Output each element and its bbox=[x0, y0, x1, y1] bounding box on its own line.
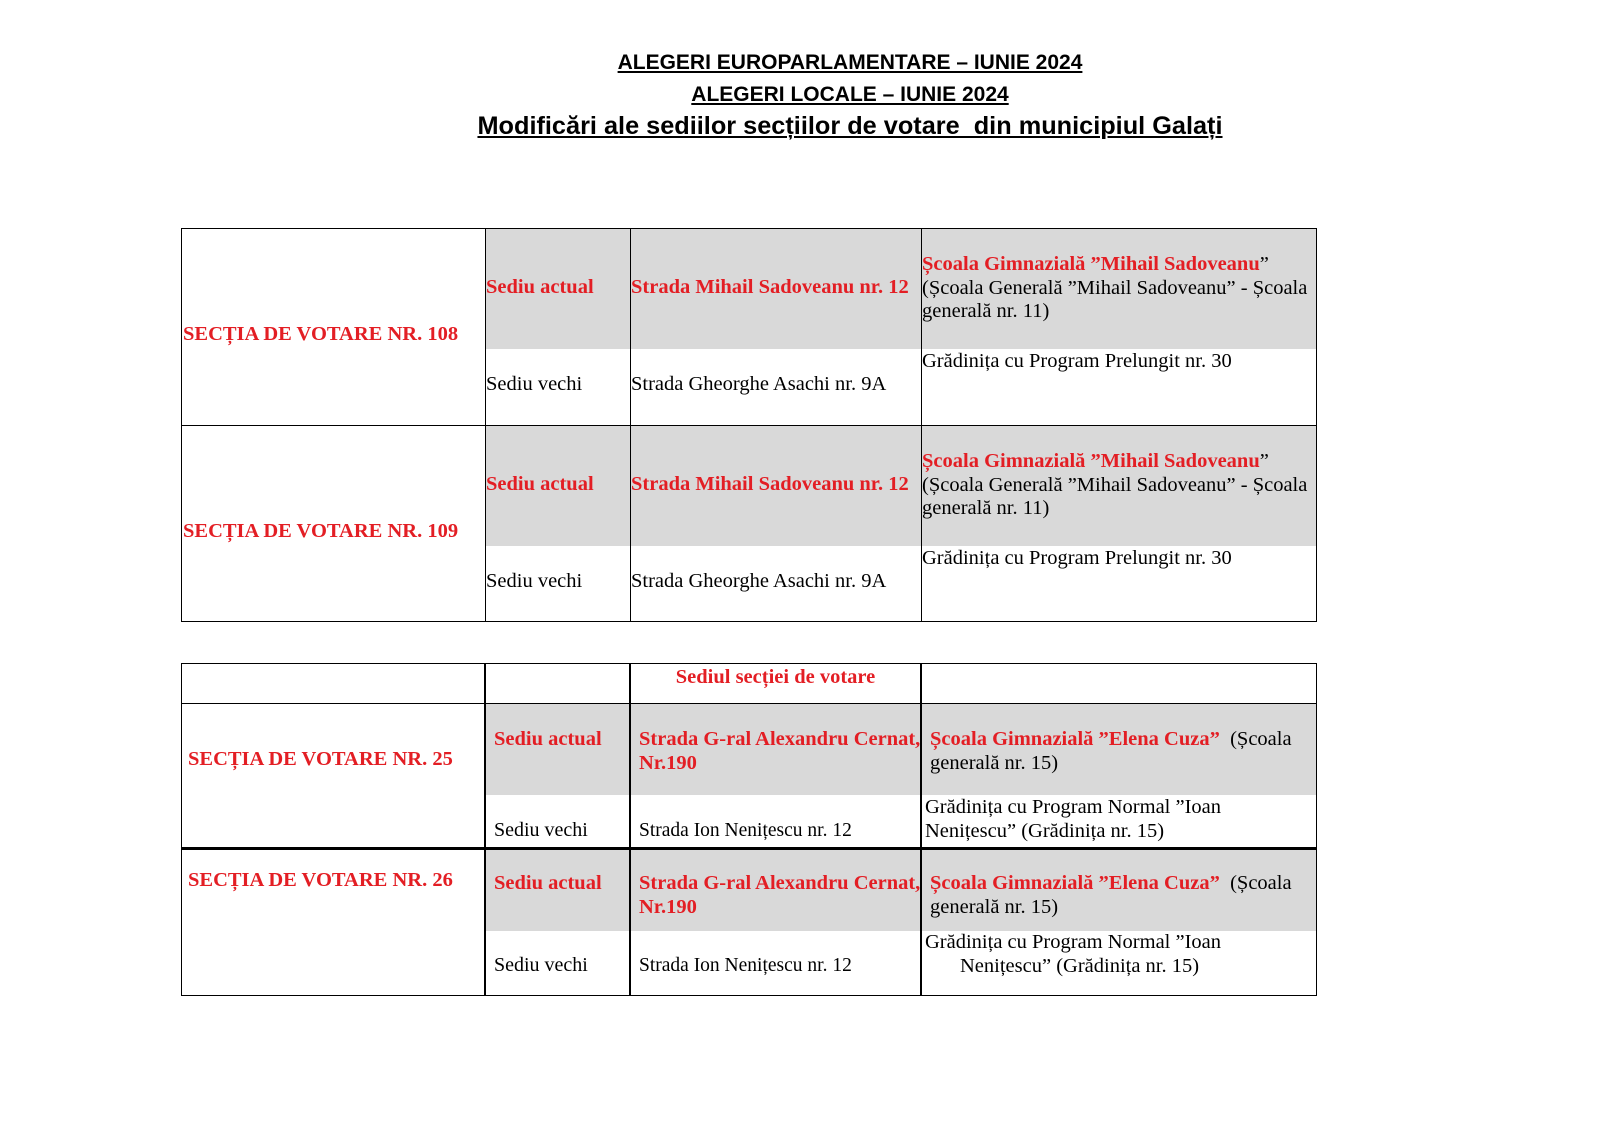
institution-line: Grădinița cu Program Normal ”Ioan bbox=[925, 931, 1222, 953]
column-header-location: Sediul secției de votare bbox=[675, 666, 876, 688]
institution-name: Școala Gimnazială ”Elena Cuza” bbox=[930, 728, 1220, 750]
current-institution bbox=[930, 728, 1292, 775]
heading-eu-elections: ALEGERI EUROPARLAMENTARE – IUNIE 2024 bbox=[617, 51, 1083, 74]
address-line: Strada G-ral Alexandru Cernat, bbox=[639, 728, 921, 750]
institution-note: (Școala bbox=[1219, 728, 1292, 750]
polling-stations-table-1 bbox=[181, 228, 1317, 622]
institution-name-suffix: ” bbox=[1259, 450, 1269, 472]
column-divider bbox=[629, 663, 631, 996]
header-divider bbox=[181, 703, 1317, 705]
polling-station-name: SECȚIA DE VOTARE NR. 108 bbox=[183, 323, 459, 345]
institution-note: generală nr. 15) bbox=[930, 895, 1059, 918]
old-institution bbox=[925, 931, 1221, 978]
section-divider bbox=[181, 847, 1317, 850]
institution-note: generală nr. 15) bbox=[930, 751, 1059, 774]
current-address: Strada Mihail Sadoveanu nr. 12 bbox=[631, 276, 909, 298]
current-location-label: Sediu actual bbox=[486, 276, 594, 298]
institution-title-line bbox=[930, 728, 1292, 752]
polling-station-name: SECȚIA DE VOTARE NR. 109 bbox=[183, 520, 459, 542]
column-divider bbox=[920, 663, 922, 996]
institution-title-line bbox=[930, 872, 1292, 896]
institution-title-line bbox=[922, 253, 1307, 277]
old-institution bbox=[925, 796, 1221, 843]
heading-local-elections: ALEGERI LOCALE – IUNIE 2024 bbox=[691, 83, 1009, 106]
current-address bbox=[639, 872, 920, 919]
institution-note: (Școala Generală ”Mihail Sadoveanu” - Școala bbox=[922, 276, 1308, 299]
current-institution bbox=[922, 450, 1307, 521]
old-institution: Grădinița cu Program Prelungit nr. 30 bbox=[922, 547, 1232, 569]
institution-line: Grădinița cu Program Normal ”Ioan bbox=[925, 796, 1222, 818]
institution-note: generală nr. 11) bbox=[922, 300, 1050, 322]
institution-name-suffix: ” bbox=[1259, 253, 1269, 275]
institution-name: Școala Gimnazială ”Mihail Sadoveanu bbox=[922, 450, 1260, 472]
old-address: Strada Ion Nenițescu nr. 12 bbox=[639, 955, 852, 976]
address-line: Nr.190 bbox=[639, 751, 697, 774]
old-location-label: Sediu vechi bbox=[486, 570, 583, 592]
section-divider bbox=[181, 425, 1317, 427]
institution-line: Nenițescu” (Grădinița nr. 15) bbox=[925, 819, 1165, 842]
address-line: Strada G-ral Alexandru Cernat, bbox=[639, 872, 921, 894]
current-address: Strada Mihail Sadoveanu nr. 12 bbox=[631, 473, 909, 495]
old-address: Strada Ion Nenițescu nr. 12 bbox=[639, 820, 852, 841]
institution-name: Școala Gimnazială ”Elena Cuza” bbox=[930, 872, 1220, 894]
old-location-label: Sediu vechi bbox=[494, 954, 588, 976]
current-location-label: Sediu actual bbox=[494, 872, 602, 894]
old-location-label: Sediu vechi bbox=[494, 819, 588, 841]
polling-station-name: SECȚIA DE VOTARE NR. 26 bbox=[188, 869, 453, 891]
current-institution bbox=[922, 253, 1307, 324]
old-institution: Grădinița cu Program Prelungit nr. 30 bbox=[922, 350, 1232, 372]
column-divider bbox=[484, 663, 486, 996]
address-line: Nr.190 bbox=[639, 895, 697, 918]
polling-stations-table-2 bbox=[181, 663, 1317, 996]
institution-note: (Școala bbox=[1219, 872, 1292, 894]
current-location-label: Sediu actual bbox=[494, 728, 602, 750]
current-institution bbox=[930, 872, 1292, 919]
institution-name: Școala Gimnazială ”Mihail Sadoveanu bbox=[922, 253, 1260, 275]
current-address bbox=[639, 728, 920, 775]
old-location-label: Sediu vechi bbox=[486, 373, 583, 395]
old-address: Strada Gheorghe Asachi nr. 9A bbox=[631, 373, 887, 395]
old-address: Strada Gheorghe Asachi nr. 9A bbox=[631, 570, 887, 592]
institution-line: Nenițescu” (Grădinița nr. 15) bbox=[960, 954, 1200, 977]
institution-note: (Școala Generală ”Mihail Sadoveanu” - Școala bbox=[922, 473, 1308, 496]
page-title: Modificări ale sediilor secțiilor de votare din municipiul Galați bbox=[477, 112, 1223, 140]
institution-title-line bbox=[922, 450, 1307, 474]
current-location-label: Sediu actual bbox=[486, 473, 594, 495]
institution-note: generală nr. 11) bbox=[922, 497, 1050, 519]
polling-station-name: SECȚIA DE VOTARE NR. 25 bbox=[188, 748, 453, 770]
